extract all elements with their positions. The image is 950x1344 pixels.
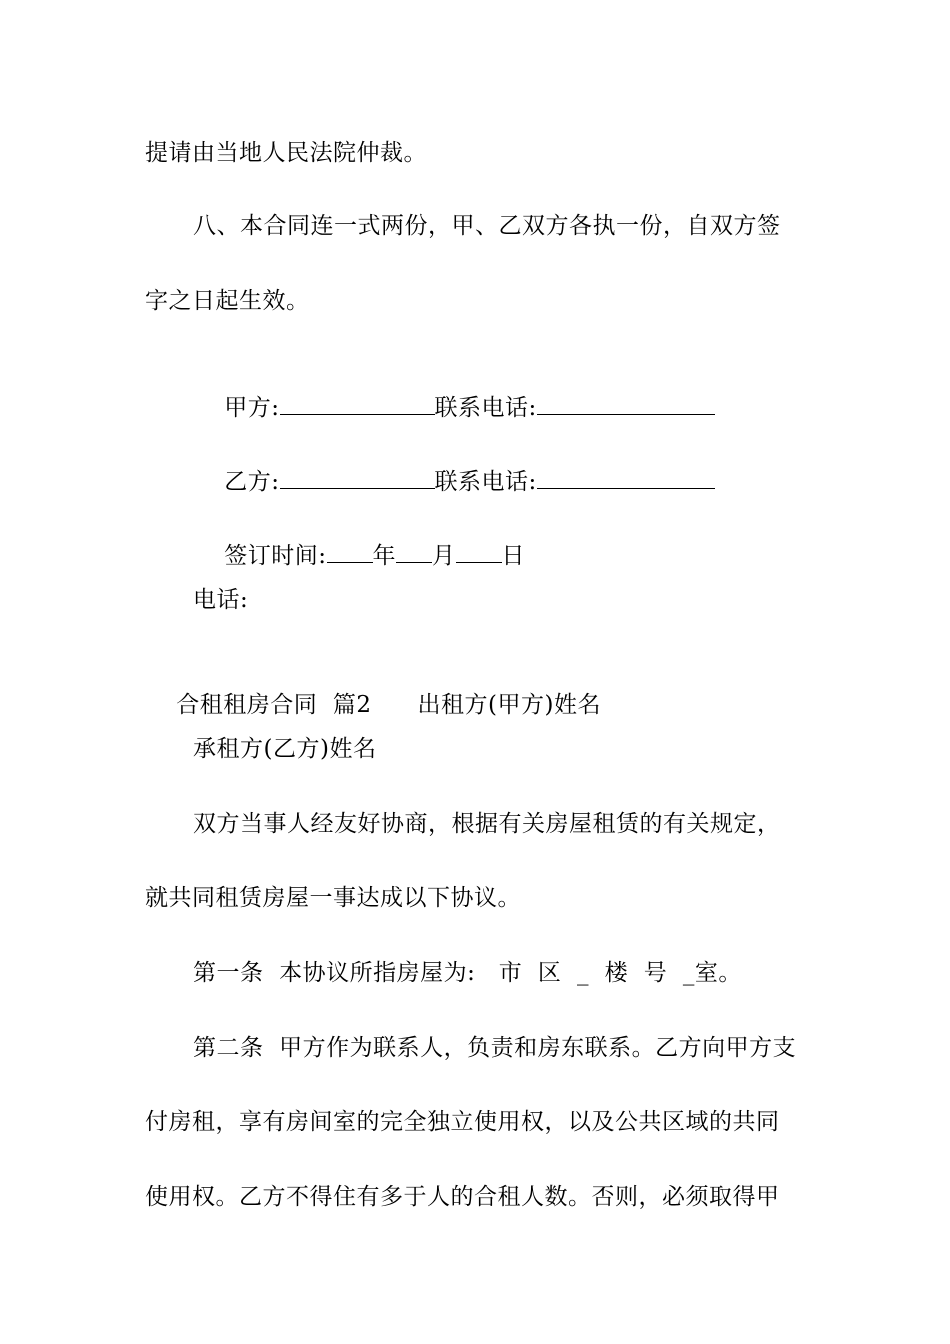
paragraph-intro-line2: 就共同租赁房屋一事达成以下协议。	[145, 885, 521, 911]
lessee-name-line: 承租方(乙方)姓名	[193, 736, 377, 762]
sign-date-label: 签订时间:	[224, 543, 327, 569]
party-b-phone-label: 联系电话:	[434, 469, 537, 495]
sign-year-blank	[327, 540, 373, 563]
party-b-label: 乙方:	[224, 469, 280, 495]
paragraph-copies-line1: 八、本合同连一式两份，甲、乙双方各执一份，自双方签	[193, 213, 781, 239]
sign-day-label: 日	[501, 543, 525, 569]
section2-lessor-name: 出租方(甲方)姓名	[417, 692, 601, 718]
sign-month-blank	[396, 540, 432, 563]
party-a-label: 甲方:	[224, 395, 280, 421]
phone-line: 电话:	[193, 587, 249, 613]
sign-month-label: 月	[432, 543, 456, 569]
party-b-phone-blank	[537, 466, 715, 489]
article-two-line1: 第二条 甲方作为联系人，负责和房东联系。乙方向甲方支	[193, 1035, 797, 1061]
sign-year-label: 年	[372, 543, 396, 569]
paragraph-arbitration: 提请由当地人民法院仲裁。	[145, 140, 427, 166]
section2-title: 合租租房合同 篇2	[176, 692, 372, 718]
paragraph-copies-line2: 字之日起生效。	[145, 288, 310, 314]
party-a-name-blank	[280, 392, 435, 415]
article-two-line3: 使用权。乙方不得住有多于人的合租人数。否则，必须取得甲	[145, 1184, 780, 1210]
sign-day-blank	[456, 540, 502, 563]
article-two-line2: 付房租，享有房间室的完全独立使用权，以及公共区域的共同	[145, 1109, 780, 1135]
paragraph-intro-line1: 双方当事人经友好协商，根据有关房屋租赁的有关规定，	[193, 811, 781, 837]
party-a-phone-label: 联系电话:	[434, 395, 537, 421]
article-one: 第一条 本协议所指房屋为: 市 区 _ 楼 号 _室。	[193, 960, 742, 986]
party-b-name-blank	[280, 466, 435, 489]
party-a-phone-blank	[537, 392, 715, 415]
